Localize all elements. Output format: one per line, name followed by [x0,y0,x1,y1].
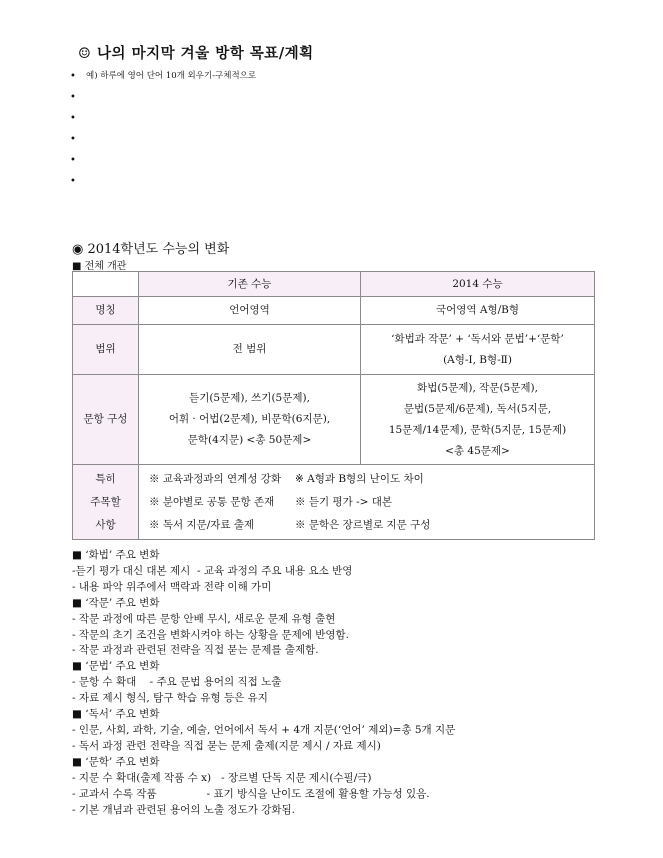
note-line: - 작문 과정과 관련된 전략을 직접 묻는 문제를 출제함. [72,644,319,657]
note-line: ■ ‘화법’ 주요 변화 [72,549,160,561]
table-row [73,297,595,325]
comparison-table [72,271,595,540]
table-cell [139,297,361,325]
note-line: ■ ‘문학’ 주요 변화 [72,755,160,768]
table-header-cell: 2014 수능 [361,272,595,297]
cell-line: 화법(5문제), 작문(5문제), [417,381,538,394]
table-cell [361,375,595,465]
table-cell [139,325,361,375]
note-line: -듣기 평가 대신 대본 제시 - 교육 과정의 주요 내용 요소 반영 [72,564,353,577]
goals-list [70,66,256,192]
table-header-cell [73,272,139,297]
note-line: - 문항 수 확대 - 주요 문법 용어의 직접 노출 [72,676,282,689]
cell-line: 문학(4지문) <총 50문제> [187,434,312,446]
feature-item: ※ 문학은 장르별로 지문 구성 [295,518,431,531]
table-cell [361,297,595,325]
feature-item: ※ 분야별로 공통 문항 존재 [149,495,275,508]
feature-item: ※ 듣기 평가 -> 대본 [295,495,393,508]
label-line: 주목할 [90,495,121,508]
note-line: - 기본 개념과 관련된 용어의 노출 정도가 강화됨. [72,803,295,816]
note-line: - 인문, 사회, 과학, 기술, 예술, 언어에서 독서 + 4개 지문(‘언어’ 제외)=총 5개 지문 [72,723,456,736]
row-label: 문항 구성 [73,375,139,465]
feature-item: ※ A형과 B형의 난이도 차이 [295,472,424,485]
goal-item [70,171,256,192]
goal-item [70,87,256,108]
cell-line: 15문제/14문제), 문학(5지문, 15문제) [388,423,567,436]
change-notes [72,548,455,818]
section-subtitle: ■ 전체 개관 [72,261,127,272]
feature-item: ※ 교육과정과의 연계성 강화 [149,472,282,485]
table-cell [361,325,595,375]
goal-item [70,150,256,171]
features-cell [139,465,595,540]
section-title: ◉ 2014학년도 수능의 변화 [72,242,230,257]
row-label: 범위 [73,325,139,375]
cell-line: 듣기(5문제), 쓰기(5문제), [189,392,310,404]
goal-item [70,108,256,129]
cell-line: (A형-Ⅰ, B형-Ⅱ) [443,353,512,366]
note-line: - 교과서 수록 작품 - 표기 방식을 난이도 조절에 활용할 가능성 있음. [72,787,430,800]
note-line: - 내용 파악 위주에서 맥락과 전략 이해 가미 [72,580,272,593]
goals-title: ☺ 나의 마지막 겨울 방학 목표/계획 [78,45,314,62]
feature-line [149,514,594,537]
row-label [73,465,139,540]
cell-line: 국어영역 A형/B형 [435,304,520,316]
note-line: - 독서 과정 관련 전략을 직접 묻는 문제 출제(지문 제시 / 자료 제시) [72,739,381,752]
feature-item: ※ 독서 지문/자료 출제 [149,518,255,531]
feature-line [149,468,594,491]
goal-item [70,129,256,150]
table-row [73,375,595,465]
row-label: 명칭 [73,297,139,325]
note-line: - 작문 과정에 따른 문항 안배 무시, 새로운 문제 유형 출현 [72,612,336,625]
cell-line: 문법(5문제/6문제), 독서(5지문, [403,402,552,415]
note-line: - 자료 제시 형식, 탐구 학습 유형 등은 유지 [72,692,268,705]
table-cell [139,375,361,465]
note-line: ■ ‘독서’ 주요 변화 [72,708,160,721]
note-line: - 작문의 초기 조건을 변화시켜야 하는 상황을 문제에 반영함. [72,628,350,641]
note-line: - 지문 수 확대(출제 작품 수 x) - 장르별 단독 지문 제시(수필/극) [72,771,372,784]
note-line: ■ ‘작문’ 주요 변화 [72,596,160,609]
table-header-row [73,272,595,297]
goal-item: • 예) 하루에 영어 단어 10개 외우기-구체적으로 [70,66,256,87]
label-line: 사항 [95,518,116,531]
cell-line: 언어영역 [229,304,270,316]
cell-line: ‘화법과 작문’ + ‘독서와 문법’+‘문학’ [391,332,564,345]
cell-line: 어휘 · 어법(2문제), 비문학(6지문), [168,413,331,425]
cell-line: 전 범위 [232,343,267,355]
table-row [73,465,595,540]
cell-line: <총 45문제> [445,444,510,457]
table-row [73,325,595,375]
table-header-cell: 기존 수능 [139,272,361,297]
note-line: ■ ‘문법’ 주요 변화 [72,660,160,673]
feature-line [149,491,594,514]
label-line: 특히 [95,472,116,485]
